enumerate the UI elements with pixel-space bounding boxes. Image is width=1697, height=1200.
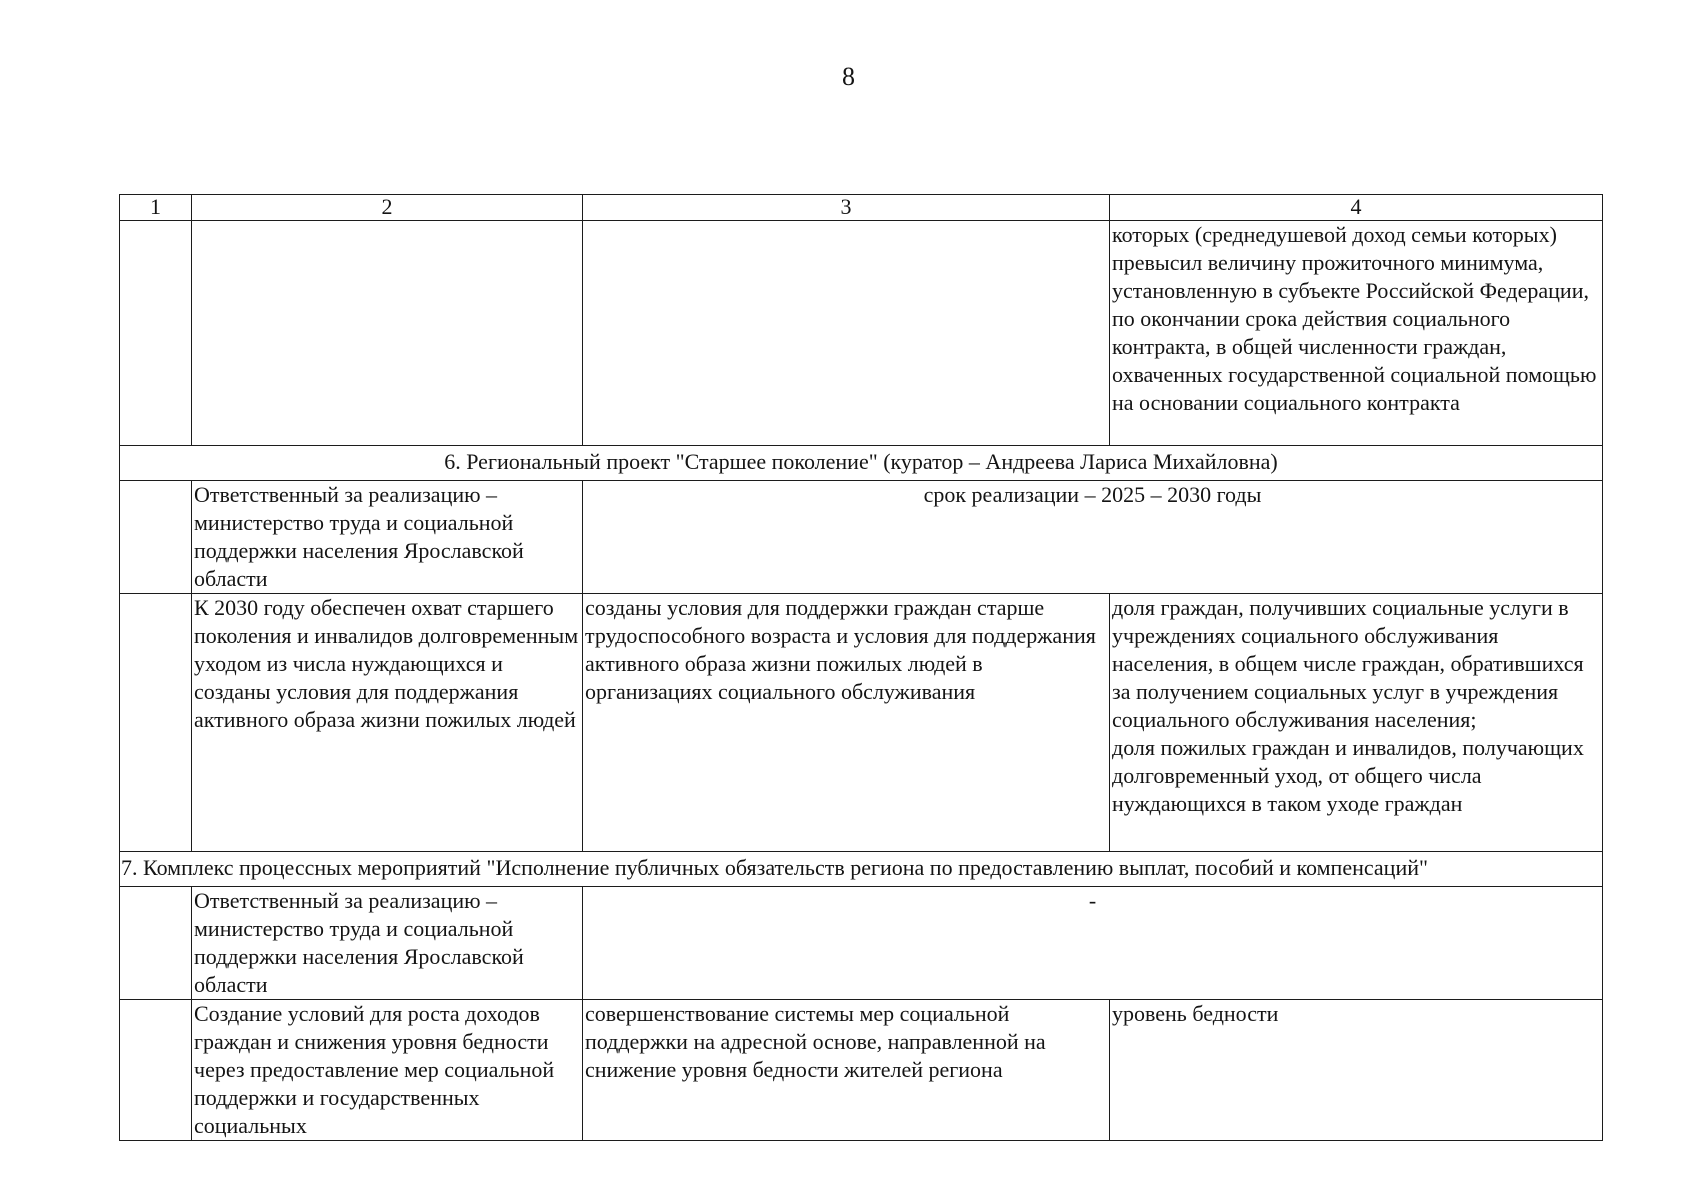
program-structure-table [119, 194, 1603, 1141]
section-6-goal: К 2030 году обеспечен охват старшего поколения и инвалидов долговременным уходом из числа нуждающихся и созданы условия для поддержания активного образа жизни пожилых людей [192, 594, 583, 852]
section-7-goal-row [120, 1000, 1603, 1141]
empty-cell [120, 594, 192, 852]
table-row-continued [120, 221, 1603, 446]
section-7-indicator: уровень бедности [1110, 1000, 1603, 1141]
section-6-responsible-row [120, 481, 1603, 594]
section-6-term: срок реализации – 2025 – 2030 годы [583, 481, 1603, 594]
section-6-indicator-1: доля граждан, получивших социальные услуги в учреждениях социального обслуживания населения, в общем числе граждан, обратившихся за получением социальных услуг в учреждения социального обслуживания населения; [1112, 595, 1584, 732]
cell-col2 [192, 221, 583, 446]
section-7-title-row [120, 852, 1603, 887]
page-number: 8 [842, 62, 855, 91]
empty-cell [120, 481, 192, 594]
section-7-responsible-row [120, 887, 1603, 1000]
continued-indicator-text: которых (среднедушевой доход семьи которых) превысил величину прожиточного минимума, установленную в субъекте Российской Федерации, по окончании срока действия социального контракта, в общей численности граждан, охваченных государственной социальной помощью на основании социального контракта [1110, 221, 1603, 446]
cell-col3 [583, 221, 1110, 446]
section-7-task: совершенствование системы мер социальной поддержки на адресной основе, направленной на снижение уровня бедности жителей региона [583, 1000, 1110, 1141]
cell-col1 [120, 221, 192, 446]
section-6-goal-row [120, 594, 1603, 852]
header-cell-3: 3 [583, 195, 1110, 221]
section-7-goal: Создание условий для роста доходов граждан и снижения уровня бедности через предоставление мер социальной поддержки и государственных социальных [192, 1000, 583, 1141]
section-6-indicator-2: доля пожилых граждан и инвалидов, получающих долговременный уход, от общего числа нуждающихся в таком уходе граждан [1112, 735, 1584, 816]
table-header-row [120, 195, 1603, 221]
section-7-responsible: Ответственный за реализацию – министерство труда и социальной поддержки населения Ярославской области [192, 887, 583, 1000]
section-6-title-row [120, 446, 1603, 481]
header-cell-1: 1 [120, 195, 192, 221]
empty-cell [120, 887, 192, 1000]
section-7-title: 7. Комплекс процессных мероприятий "Исполнение публичных обязательств региона по предоставлению выплат, пособий и компенсаций" [120, 852, 1603, 887]
section-6-responsible: Ответственный за реализацию – министерство труда и социальной поддержки населения Ярославской области [192, 481, 583, 594]
empty-cell [120, 1000, 192, 1141]
section-6-task: созданы условия для поддержки граждан старше трудоспособного возраста и условия для поддержания активного образа жизни пожилых людей в организациях социального обслуживания [583, 594, 1110, 852]
header-cell-2: 2 [192, 195, 583, 221]
section-6-title: 6. Региональный проект "Старшее поколение" (куратор – Андреева Лариса Михайловна) [120, 446, 1603, 481]
section-6-indicators [1110, 594, 1603, 852]
section-7-term: - [583, 887, 1603, 1000]
header-cell-4: 4 [1110, 195, 1603, 221]
